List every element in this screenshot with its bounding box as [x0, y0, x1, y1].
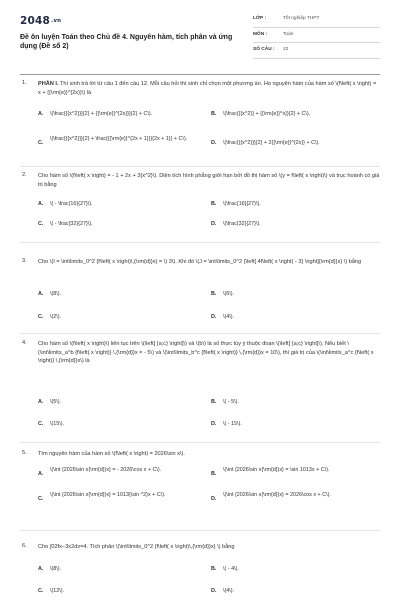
option-text: \(\frac{16}{27}\). [223, 201, 261, 207]
question-number: 3. [22, 258, 27, 264]
question-number: 5. [22, 450, 27, 456]
option-label: A. [38, 201, 44, 207]
option-text: \(\frac{{{x^2}}}{2} + {{\rm{e}}^{2x}}}{2} + C\). [50, 111, 153, 117]
option-text: \(4\). [223, 314, 235, 320]
option-label: D. [211, 221, 217, 227]
question-text: Tìm nguyên hàm của hàm số \(f\left( x \right) = 2026\sin x\). [38, 451, 185, 457]
option-label: A. [38, 566, 44, 572]
option-text: \(6\). [223, 291, 235, 297]
question-number: 4. [22, 340, 27, 346]
brand-logo[interactable] [20, 15, 61, 27]
question-separator [20, 166, 380, 167]
question-text: Cho \(I = \int\limits_0^2 {f\left( x \right)\,{\rm{d}}x} = \) 3\). Khi đó \(J = \int\limits_0^2 {\left[ 4f\left( x \right) - 3} \right]{\rm{d}}x} \) bằng [38, 259, 362, 265]
brand-name: 2048 [20, 15, 51, 27]
question-separator [20, 333, 380, 334]
option-label: B. [211, 566, 217, 572]
meta-value: Tốt nghiệp THPT [283, 16, 320, 21]
option-label: A. [38, 291, 44, 297]
option-label: D. [211, 496, 217, 502]
option-label: C. [38, 221, 44, 227]
option-text: \(8\). [50, 566, 62, 572]
meta-key: SỐ CÂU : [253, 47, 275, 52]
question-text: Cho hàm số \(f\left( x \right)\) liên tục trên \(\left[ {a;c} \right]\) và \(b\) là số thực tùy ý thuộc đoạn \(\left[ {a;c} \right]\). Nếu biết \(\int\limits_a^b {f\left( x \right)} \,{\rm{d}}x = - 5\) và \(\int\limits_b^c {f\left( x \right)} \,{\rm{d}}x = 10\), thì giá trị của \(\int\limits_a^c {f\left( x \right)} \,{\rm{d}}x\) là [38, 341, 374, 365]
meta-value: Toán [283, 31, 294, 37]
option-text: \( - 4\). [223, 566, 239, 572]
option-text: \( - \frac{16}{27}\). [50, 201, 93, 207]
option-label: B. [211, 471, 217, 477]
option-label: A. [38, 471, 44, 477]
option-label: D. [211, 421, 217, 427]
meta-row-class [253, 12, 380, 28]
option-text: \( - \frac{32}{27}\). [50, 221, 93, 227]
option-text: \(4\). [223, 588, 235, 594]
option-label: D. [211, 314, 217, 320]
question-separator [20, 242, 380, 243]
meta-value: 22 [283, 47, 289, 52]
option-text: \(12\). [50, 588, 65, 594]
option-label: B. [211, 111, 217, 117]
meta-key: LỚP : [253, 16, 267, 21]
question-number: 6. [22, 543, 27, 549]
question-text: Cho hàm số \(f\left( x \right) = - 1 + 2x + 3{x^2}\). Diện tích hình phẳng giới hạn bởi đồ thị hàm số \(y = f\left( x \right)\) và trục hoành có giá trị bằng [38, 173, 380, 188]
question-text: Cho ∫02fx−3x2dx=4. Tích phân \(\int\limits_0^2 {f\left( x \right)\,{\rm{d}}x} \) bằng [38, 544, 235, 550]
option-label: B. [211, 399, 217, 405]
option-label: A. [38, 399, 44, 405]
meta-row-subject [253, 28, 380, 44]
page-header [0, 0, 400, 66]
option-text: \(\frac{32}{27}\). [223, 221, 261, 227]
option-text: \(\frac{{{x^2}} + {{\rm{e}}^x}}{2} + C\). [223, 111, 311, 117]
option-text: \(\int {2026\sin x{\rm{d}}x} = 2026\cos x + C\). [223, 492, 331, 498]
option-label: D. [211, 588, 217, 594]
option-label: A. [38, 111, 44, 117]
question-text: PHẦN I. Thí sinh trả lời từ câu 1 đến câu 12. Mỗi câu hỏi thí sinh chỉ chọn một phương án. Họ nguyên hàm của hàm số \(f\left( x \right) = x + {{\rm{e}}^{2x}}\) là [38, 81, 377, 96]
brand-suffix: .vn [51, 18, 62, 24]
option-label: C. [38, 588, 44, 594]
option-text: \(\int {2026\sin x{\rm{d}}x} = - 2026\cos x + C\). [50, 467, 162, 473]
question-number: 1. [22, 80, 27, 86]
option-label: C. [38, 140, 44, 146]
option-text: \(5\). [50, 399, 62, 405]
option-label: D. [211, 140, 217, 146]
option-text: \(\int {2026\sin x{\rm{d}}x} = 1013{\sin ^2}x + C\). [50, 492, 166, 498]
option-text: \(8\). [50, 291, 62, 297]
option-text: \(2\). [50, 314, 62, 320]
option-text: \(\frac{{{x^2}}}{2} + \frac{{{\rm{e}}^{2x + 1}}}{2x + 1}} + C\). [50, 136, 188, 142]
document-title: Đề ôn luyện Toán theo Chủ đề 4. Nguyên hàm, tích phân và ứng dụng (Đề số 2) [20, 34, 233, 51]
meta-key: MÔN : [253, 31, 268, 37]
header-divider [20, 74, 380, 75]
option-label: B. [211, 291, 217, 297]
option-label: C. [38, 421, 44, 427]
option-text: \( - 15\). [223, 421, 242, 427]
question-separator [20, 442, 380, 443]
option-label: B. [211, 201, 217, 207]
option-label: C. [38, 314, 44, 320]
question-separator [20, 530, 380, 531]
meta-row-count [253, 43, 380, 59]
question-number: 2. [22, 172, 27, 178]
option-label: C. [38, 496, 44, 502]
option-text: \( - 5\). [223, 399, 239, 405]
meta-table [253, 12, 380, 59]
option-text: \(15\). [50, 421, 65, 427]
option-text: \(\frac{{{x^2}}}{2} + 2{{\rm{e}}^{2x}} + C\). [223, 140, 320, 146]
option-text: \(\int {2026\sin x{\rm{d}}x} = \sin 1013x + C\). [223, 467, 330, 473]
